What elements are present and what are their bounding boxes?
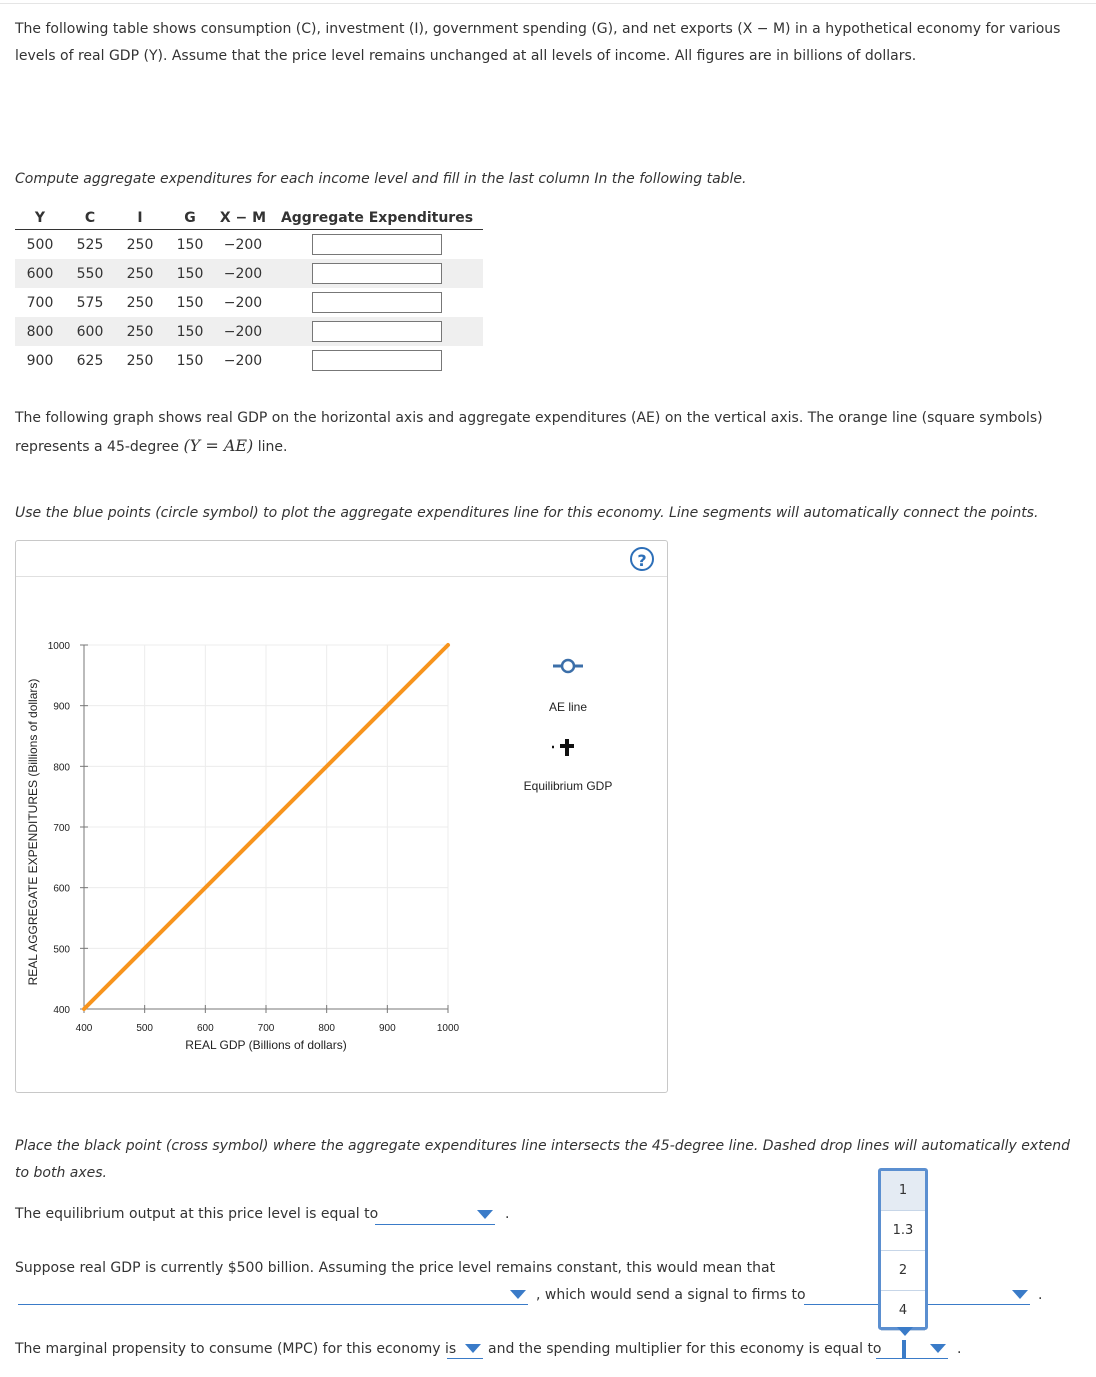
graph-description-text: The following graph shows real GDP on the horizontal axis and aggregate expenditures (AE) on the vertical axis. The orange line (square symbols) represents a 45-degree [15, 410, 1043, 455]
graph-description-end: line. [257, 439, 288, 455]
table-row [15, 288, 483, 317]
chevron-down-icon [477, 1210, 493, 1219]
x-axis-title: REAL GDP (Billions of dollars) [185, 1038, 347, 1052]
x-tick-label: 600 [196, 1023, 214, 1034]
cell-i: 250 [115, 259, 165, 288]
x-tick-label: 900 [378, 1023, 396, 1034]
ae-input-500[interactable] [312, 234, 442, 255]
graph-panel [15, 540, 668, 1093]
circle-point-icon [562, 660, 574, 672]
table-row [15, 230, 483, 260]
y-tick-label: 800 [53, 762, 70, 774]
cell-c: 575 [76, 294, 104, 311]
cell-y: 500 [26, 236, 54, 253]
table-row [15, 317, 483, 346]
legend-ae-line-tool[interactable] [553, 660, 583, 672]
sentence-period: . [957, 1341, 962, 1357]
cell-ae [271, 230, 483, 260]
cell-ae [271, 288, 483, 317]
cell-g: 150 [176, 352, 204, 369]
multiplier-option[interactable]: 1.3 [881, 1211, 925, 1251]
intro-paragraph: The following table shows consumption (C), investment (I), government spending (G), and net exports (X − M) in a hypothetical economy for various levels of real GDP (Y). Assume that the price level remains unchanged at all levels of income. All figures are in billions of dollars. [15, 21, 1061, 64]
legend-equilibrium-tool[interactable] [552, 739, 574, 756]
cell-i: 250 [126, 236, 154, 253]
gdp-situation-dropdown[interactable] [18, 1286, 528, 1305]
y-tick-label: 400 [53, 1005, 70, 1016]
col-header-c: C [65, 207, 115, 230]
multiplier-question: and the spending multiplier for this economy is equal to [488, 1341, 882, 1357]
table-row [15, 346, 483, 375]
equilibrium-question: The equilibrium output at this price level is equal to [15, 1206, 379, 1222]
cell-xm: −200 [215, 259, 271, 288]
ae-graph[interactable] [16, 541, 667, 1092]
table-row [15, 259, 483, 288]
sentence-period: . [1038, 1287, 1043, 1303]
cell-c: 625 [76, 352, 104, 369]
cell-g: 150 [176, 294, 204, 311]
y-tick-label: 600 [53, 883, 70, 895]
ae-input-600[interactable] [312, 263, 442, 284]
multiplier-text-cursor [902, 1340, 906, 1358]
multiplier-dropdown[interactable] [876, 1340, 948, 1359]
col-header-i: I [115, 207, 165, 230]
cell-i: 250 [126, 294, 154, 311]
y-tick-label: 900 [53, 701, 70, 713]
intersect-instruction: Place the black point (cross symbol) where the aggregate expenditures line intersects the 45-degree line. Dashed drop lines will automatically extend to both axes. [15, 1138, 1071, 1181]
col-header-ae: Aggregate Expenditures [271, 207, 483, 230]
y-tick-label: 500 [53, 944, 70, 956]
mpc-dropdown[interactable] [447, 1340, 483, 1359]
cell-g: 150 [176, 236, 204, 253]
cell-y: 700 [26, 294, 54, 311]
cell-c: 525 [76, 236, 104, 253]
graph-description [15, 405, 1075, 461]
ae-input-700[interactable] [312, 292, 442, 313]
expenditure-table [15, 207, 483, 375]
cell-i: 250 [115, 317, 165, 346]
chevron-down-icon [930, 1344, 946, 1353]
col-header-g: G [165, 207, 215, 230]
signal-text: , which would send a signal to firms to [536, 1287, 806, 1303]
ae-input-900[interactable] [312, 350, 442, 371]
y-tick-label: 1000 [47, 641, 70, 652]
cell-ae [271, 346, 483, 375]
dropdown-pointer-icon [897, 1327, 913, 1336]
legend-label-equilibrium: Equilibrium GDP [523, 779, 613, 793]
multiplier-option[interactable]: 1 [881, 1171, 925, 1211]
chevron-down-icon [1012, 1290, 1028, 1299]
col-header-y: Y [15, 207, 65, 230]
mpc-question: The marginal propensity to consume (MPC) for this economy is [15, 1341, 457, 1357]
table-header-row [15, 207, 483, 230]
multiplier-options-list[interactable] [878, 1168, 928, 1330]
compute-instruction: Compute aggregate expenditures for each income level and fill in the last column In the following table. [15, 171, 747, 187]
sentence-period: . [505, 1206, 510, 1222]
top-divider [0, 3, 1096, 4]
suppose-question: Suppose real GDP is currently $500 billion. Assuming the price level remains constant, this would mean that [15, 1260, 776, 1276]
cross-point-icon [560, 739, 574, 756]
cell-ae [271, 259, 483, 288]
plot-instruction: Use the blue points (circle symbol) to plot the aggregate expenditures line for this economy. Line segments will automatically connect the points. [15, 505, 1039, 521]
cell-xm: −200 [223, 352, 263, 369]
help-icon[interactable]: ? [630, 547, 654, 571]
cell-c: 600 [65, 317, 115, 346]
cell-y: 900 [26, 352, 54, 369]
chevron-down-icon [510, 1290, 526, 1299]
x-tick-label: 1000 [436, 1023, 460, 1034]
x-tick-label: 700 [257, 1023, 275, 1034]
cell-xm: −200 [223, 236, 263, 253]
math-y-equals-ae: (Y = AE) [183, 436, 254, 455]
cell-i: 250 [126, 352, 154, 369]
cell-xm: −200 [215, 317, 271, 346]
cell-xm: −200 [223, 294, 263, 311]
y-axis-title: REAL AGGREGATE EXPENDITURES (Billions of dollars) [26, 678, 40, 986]
cell-c: 550 [65, 259, 115, 288]
multiplier-option[interactable]: 4 [881, 1291, 925, 1331]
cell-y: 800 [15, 317, 65, 346]
equilibrium-output-dropdown[interactable] [375, 1206, 495, 1225]
legend-label-ae-line: AE line [548, 700, 588, 714]
col-header-xm: X − M [215, 207, 271, 230]
ae-input-800[interactable] [312, 321, 442, 342]
y-tick-label: 700 [53, 823, 70, 834]
x-tick-label: 800 [318, 1023, 336, 1034]
cell-g: 150 [165, 259, 215, 288]
chevron-down-icon [465, 1344, 481, 1353]
cell-ae [271, 317, 483, 346]
x-tick-label: 400 [75, 1023, 93, 1034]
multiplier-option[interactable]: 2 [881, 1251, 925, 1291]
cell-g: 150 [165, 317, 215, 346]
cell-y: 600 [15, 259, 65, 288]
x-tick-label: 500 [136, 1023, 154, 1034]
